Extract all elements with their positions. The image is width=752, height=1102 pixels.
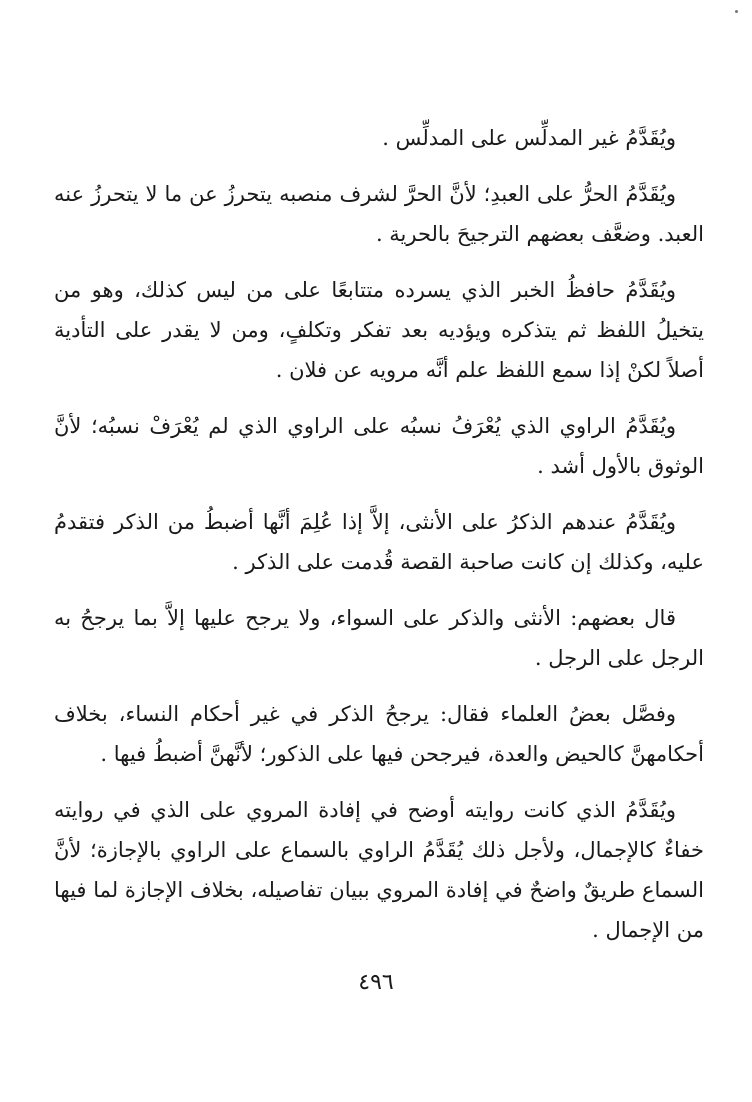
- page-number: ٤٩٦: [358, 970, 394, 995]
- page-body: [54, 118, 704, 966]
- paragraph-5: ويُقَدَّمُ عندهم الذكرُ على الأنثى، إلاَّ إذا عُلِمَ أنَّها أضبطُ من الذكر فتقدمُ عليه، وكذلك إن كانت صاحبة القصة قُدمت على الذكر .: [54, 510, 704, 574]
- paragraph-1: ويُقَدَّمُ غير المدلِّس على المدلِّس .: [382, 126, 676, 150]
- paragraph-2: ويُقَدَّمُ الحرُّ على العبدِ؛ لأنَّ الحرَّ لشرف منصبه يتحرزُ عن ما لا يتحرزُ عنه العبد. وضعَّف بعضهم الترجيحَ بالحرية .: [54, 182, 704, 246]
- scan-mark: [735, 10, 738, 13]
- paragraph-8: ويُقَدَّمُ الذي كانت روايته أوضح في إفادة المروي على الذي في روايته خفاءٌ كالإجمال، ولأجل ذلك يُقَدَّمُ الراوي بالسماع على الراوي بالإجازة؛ لأنَّ السماع طريقٌ واضحٌ في إفادة المروي ببيان تفاصيله، بخلاف الإجازة لما فيها من الإجمال .: [54, 798, 704, 942]
- paragraph-3: ويُقَدَّمُ حافظُ الخبر الذي يسرده متتابعًا على من ليس كذلك، وهو من يتخيلُ اللفظ ثم يتذكره ويؤديه بعد تفكر وتكلفٍ، ومن لا يقدر على التأدية أصلاً لكنْ إذا سمع اللفظ علم أنَّه مرويه عن فلان .: [54, 278, 704, 382]
- paragraph-7: وفصَّل بعضُ العلماء فقال: يرجحُ الذكر في غير أحكام النساء، بخلاف أحكامهنَّ كالحيض والعدة، فيرجحن فيها على الذكور؛ لأنَّهنَّ أضبطُ فيها .: [54, 702, 704, 766]
- paragraph-4: ويُقَدَّمُ الراوي الذي يُعْرَفُ نسبُه على الراوي الذي لم يُعْرَفْ نسبُه؛ لأنَّ الوثوق بالأول أشد .: [54, 414, 704, 478]
- paragraph-6: قال بعضهم: الأنثى والذكر على السواء، ولا يرجح عليها إلاَّ بما يرجحُ به الرجل على الرجل .: [54, 606, 704, 670]
